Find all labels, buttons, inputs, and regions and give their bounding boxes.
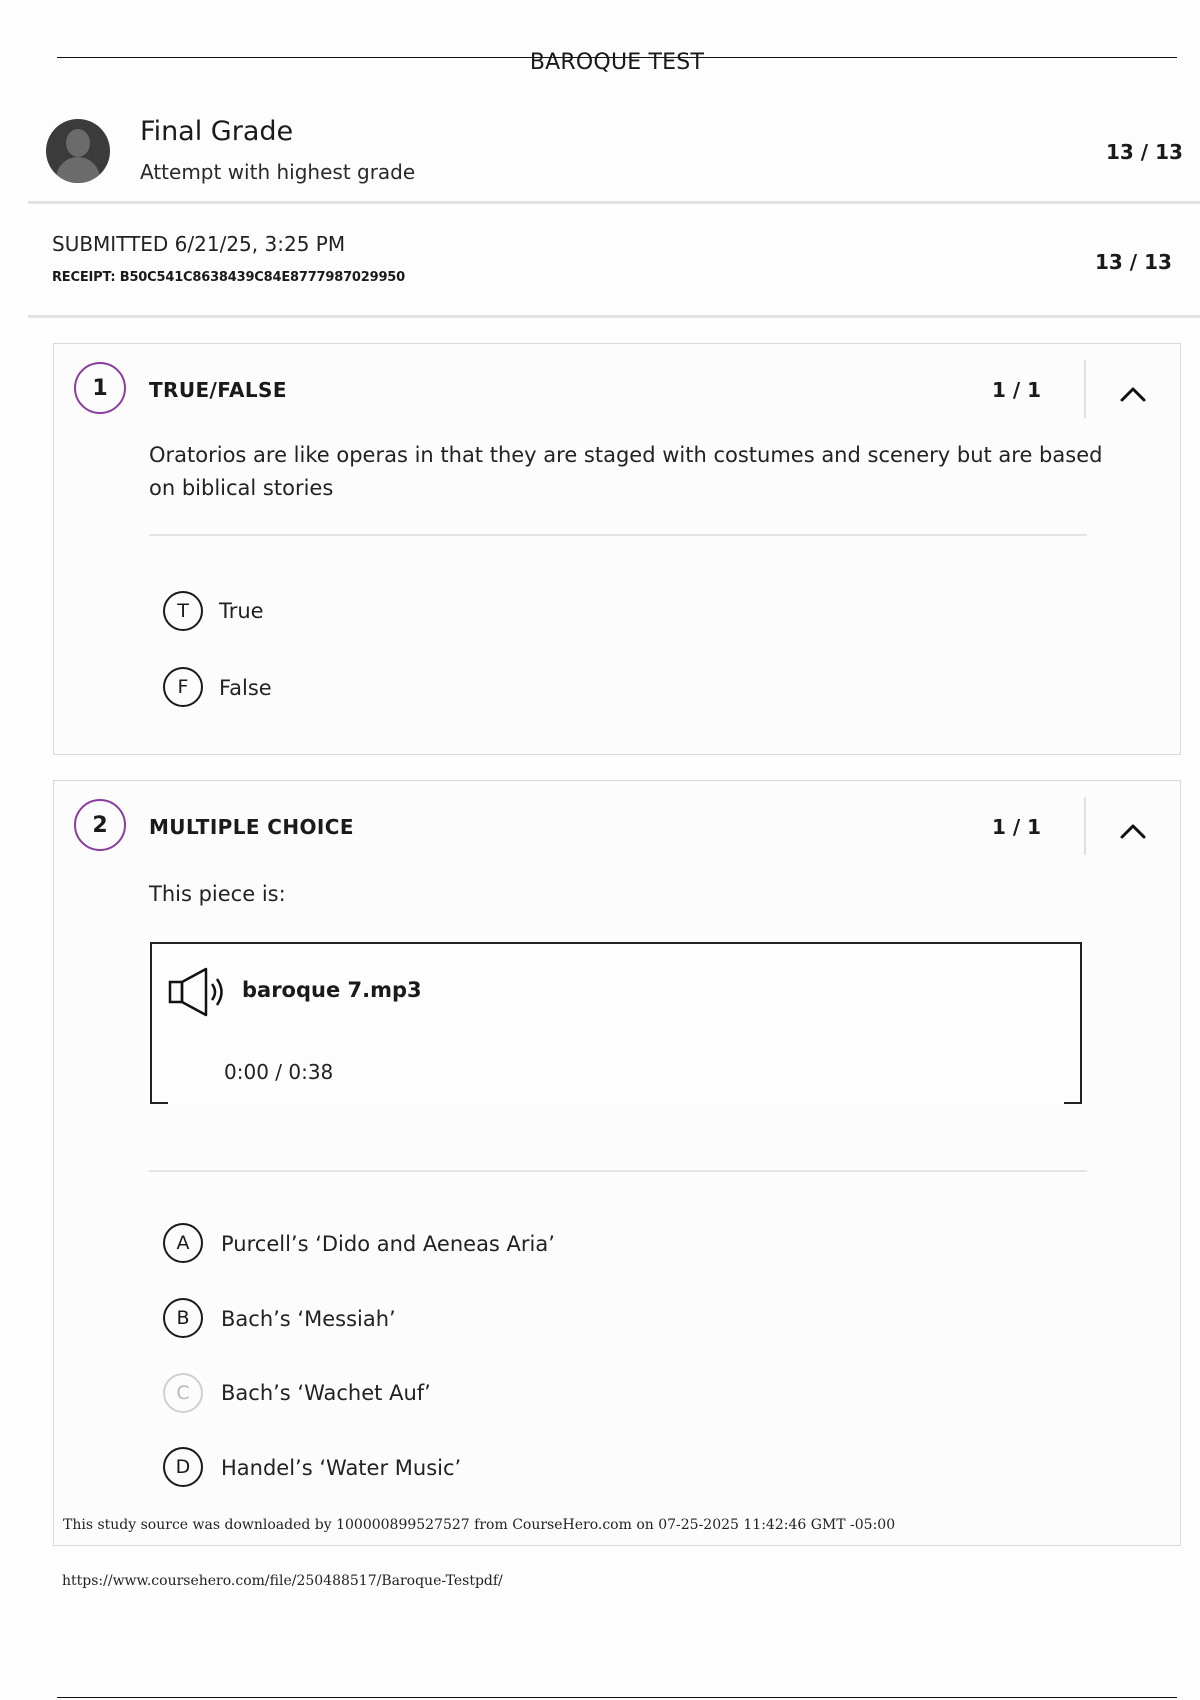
frame-corner (150, 1102, 168, 1104)
option-letter: C (163, 1373, 203, 1413)
option-letter: T (163, 591, 203, 631)
question-card-2 (53, 780, 1181, 1546)
submission-score: 13 / 13 (1095, 250, 1172, 274)
prompt-divider (149, 1170, 1087, 1172)
download-note: This study source was downloaded by 100000899527527 from CourseHero.com on 07-25-2025 11:42:46 GMT -05:00 (63, 1517, 896, 1533)
speaker-icon[interactable] (168, 966, 228, 1018)
option-label: False (219, 676, 272, 700)
final-grade-title: Final Grade (140, 116, 294, 147)
option-letter: D (163, 1447, 203, 1487)
source-url: https://www.coursehero.com/file/250488517/Baroque-Testpdf/ (62, 1573, 503, 1589)
option-label: Purcell’s ‘Dido and Aeneas Aria’ (221, 1232, 555, 1256)
question-prompt: Oratorios are like operas in that they are staged with costumes and scenery but are based on biblical stories (149, 443, 1103, 500)
chevron-up-icon[interactable] (1116, 815, 1150, 849)
option-label: Bach’s ‘Messiah’ (221, 1307, 396, 1331)
question-type: TRUE/FALSE (149, 378, 287, 402)
option-label: True (219, 599, 264, 623)
divider (28, 201, 1200, 204)
frame-corner (1064, 1102, 1082, 1104)
audio-filename: baroque 7.mp3 (242, 978, 422, 1002)
option-letter: F (163, 667, 203, 707)
question-type: MULTIPLE CHOICE (149, 815, 354, 839)
question-number: 1 (74, 362, 126, 414)
final-grade-score: 13 / 13 (1106, 140, 1183, 164)
audio-timecode: 0:00 / 0:38 (224, 1060, 334, 1084)
chevron-up-icon[interactable] (1116, 378, 1150, 412)
header-divider (1084, 360, 1086, 418)
user-avatar-icon (46, 119, 110, 183)
option-label: Handel’s ‘Water Music’ (221, 1456, 462, 1480)
bottom-rule (57, 1697, 1177, 1698)
question-card-1 (53, 343, 1181, 755)
divider (28, 315, 1200, 318)
final-grade-subtitle: Attempt with highest grade (140, 160, 416, 184)
header-divider (1084, 797, 1086, 855)
question-score: 1 / 1 (992, 378, 1042, 402)
question-number: 2 (74, 799, 126, 851)
audio-player[interactable] (150, 942, 1082, 1104)
question-score: 1 / 1 (992, 815, 1042, 839)
option-label: Bach’s ‘Wachet Auf’ (221, 1381, 431, 1405)
question-prompt: This piece is: (149, 882, 286, 906)
receipt-id: RECEIPT: B50C541C8638439C84E8777987029950 (52, 270, 405, 285)
option-letter: B (163, 1298, 203, 1338)
option-letter: A (163, 1223, 203, 1263)
prompt-divider (149, 534, 1087, 536)
page-title: BAROQUE TEST (529, 50, 705, 75)
submitted-timestamp: SUBMITTED 6/21/25, 3:25 PM (52, 232, 346, 256)
